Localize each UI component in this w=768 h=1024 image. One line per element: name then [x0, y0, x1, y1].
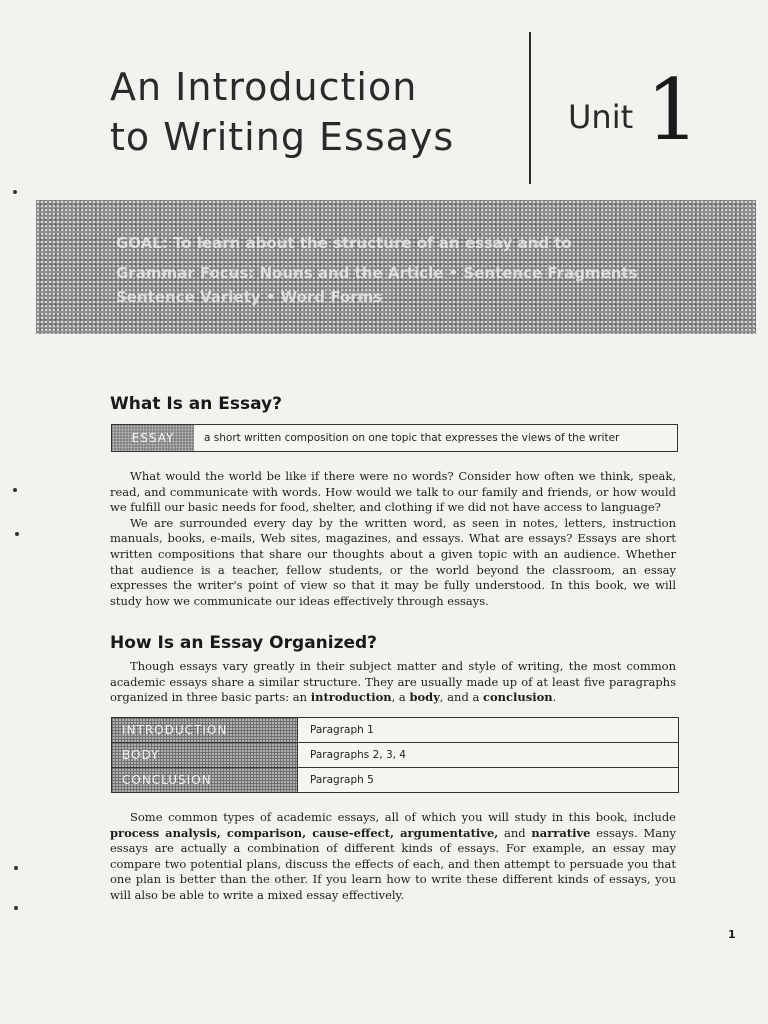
banner-grammar-line-2: Sentence Variety • Word Forms	[116, 288, 383, 306]
section2-intro	[110, 659, 676, 706]
binder-hole-mark	[13, 488, 17, 492]
page-number: 1	[728, 928, 736, 941]
definition-text: a short written composition on one topic that expresses the views of the writer	[204, 432, 620, 444]
section-heading-how-organized: How Is an Essay Organized?	[110, 633, 378, 653]
definition-box	[111, 424, 678, 452]
binder-hole-mark	[13, 190, 17, 194]
binder-hole-mark	[14, 906, 18, 910]
paragraph: Some common types of academic essays, all of which you will study in this book, include process analysis, comparison, cause-effect, argumentative, and narrative essays. Many essays are actually a combination of different kinds of essays. For example, an essay may compare two potential plans, discuss the effects of each, and then attempt to persuade you that one plan is better than the other. If you learn how to write these different kinds of essays, you will also be able to write a mixed essay effectively.	[110, 810, 676, 902]
table-value: Paragraphs 2, 3, 4	[298, 743, 679, 768]
binder-hole-mark	[14, 866, 18, 870]
section1-body	[110, 469, 676, 609]
banner-grammar-line: Grammar Focus: Nouns and the Article • Sentence Fragments	[116, 264, 638, 282]
section2-body	[110, 810, 676, 904]
table-row	[112, 768, 679, 793]
unit-label: Unit	[568, 98, 634, 136]
table-row	[112, 718, 679, 743]
essay-structure-table	[111, 717, 679, 793]
table-row	[112, 743, 679, 768]
definition-term: ESSAY	[112, 425, 194, 451]
table-label-body: BODY	[112, 743, 298, 768]
page-title	[110, 62, 510, 162]
title-line-2: to Writing Essays	[110, 115, 455, 159]
table-value: Paragraph 1	[298, 718, 679, 743]
paragraph: Though essays vary greatly in their subject matter and style of writing, the most common academic essays share a similar structure. They are usually made up of at least five paragraphs organized in three basic parts: an introduction, a body, and a conclusion.	[110, 659, 676, 705]
unit-number: 1	[646, 61, 700, 159]
section-heading-what-is-essay: What Is an Essay?	[110, 394, 282, 414]
header-divider	[529, 32, 531, 184]
table-value: Paragraph 5	[298, 768, 679, 793]
paragraph: We are surrounded every day by the written word, as seen in notes, letters, instruction manuals, books, e-mails, Web sites, magazines, and essays. What are essays? Essays are short written compositions that share our thoughts about a given topic with an audience. Whether that audience is a teacher, fellow students, or the world beyond the classroom, an essay expresses the writer's point of view so that it may be fully understood. In this book, we will study how we communicate our ideas effectively through essays.	[110, 515, 676, 608]
paragraph: What would the world be like if there were no words? Consider how often we think, speak, read, and communicate with words. How would we talk to our family and friends, or how would we fulfill our basic needs for food, shelter, and clothing if we did not have access to language?	[110, 469, 676, 515]
table-label-conclusion: CONCLUSION	[112, 768, 298, 793]
table-label-introduction: INTRODUCTION	[112, 718, 298, 743]
title-line-1: An Introduction	[110, 65, 418, 109]
banner-goal-line: GOAL: To learn about the structure of an essay and to	[116, 234, 572, 252]
goal-banner	[36, 200, 756, 334]
binder-hole-mark	[15, 532, 19, 536]
